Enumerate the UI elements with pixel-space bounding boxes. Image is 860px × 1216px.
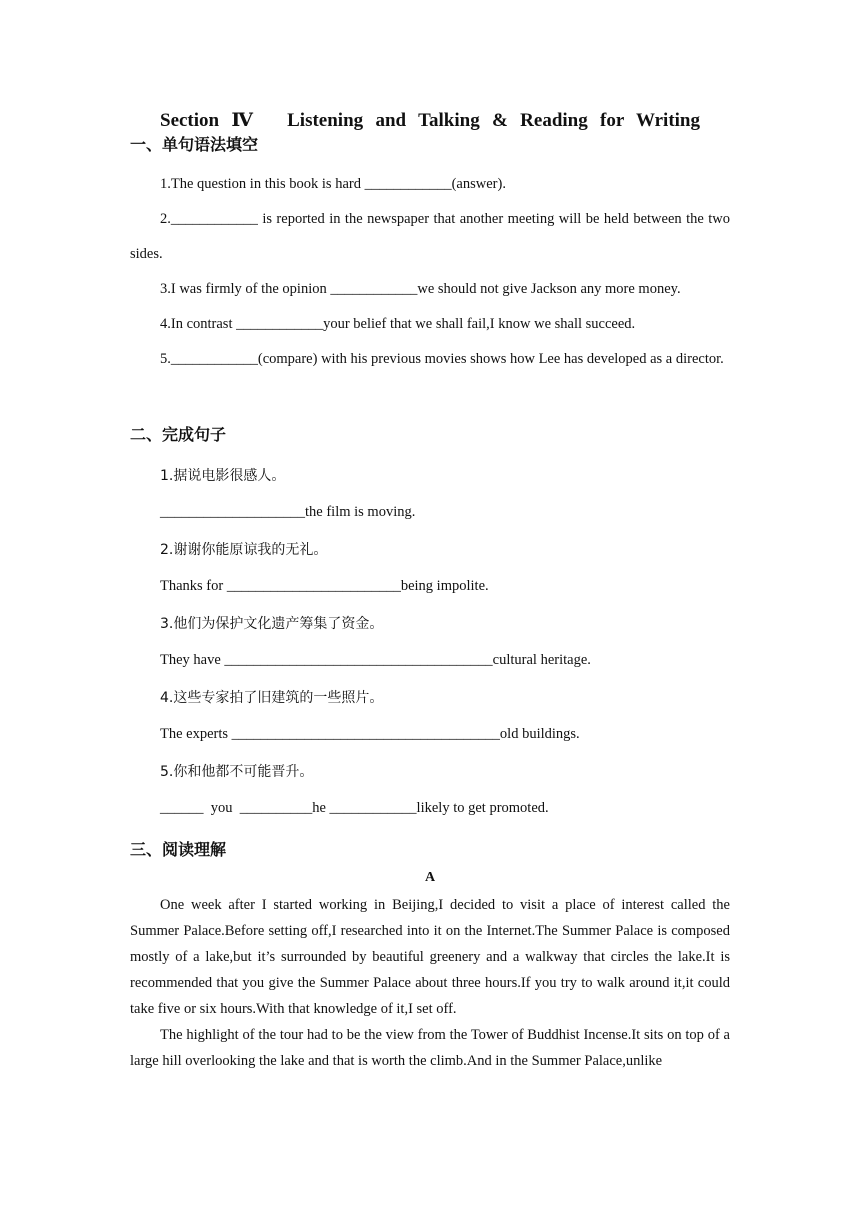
- question-4: 4.In contrast ____________your belief that we shall fail,I know we shall succeed.: [160, 316, 636, 332]
- translation-answer-3: They have _____________________________________cultural heritage.: [160, 652, 591, 668]
- question-1: 1.The question in this book is hard ____________(answer).: [160, 176, 506, 192]
- passage-paragraph: The highlight of the tour had to be the view from the Tower of Buddhist Incense.It sits on top of a large hill overlooking the lake and that is worth the climb.And in the Summer Palace,unlike: [130, 1027, 730, 1069]
- translation-answer-5: ______ you __________he ____________likely to get promoted.: [160, 800, 549, 816]
- section1-heading: 一、单句语法填空: [130, 135, 259, 154]
- passage-label: A: [424, 870, 436, 885]
- translation-answer-4: The experts _____________________________________old buildings.: [160, 726, 580, 742]
- translation-prompt-4: 4.这些专家拍了旧建筑的一些照片。: [160, 690, 384, 706]
- question-5: 5.____________(compare) with his previous movies shows how Lee has developed as a director.: [160, 351, 724, 367]
- translation-answer-2: Thanks for ________________________being impolite.: [160, 578, 489, 594]
- translation-prompt-2: 2.谢谢你能原谅我的无礼。: [160, 542, 328, 558]
- section3-heading: 三、阅读理解: [130, 840, 227, 859]
- question-2: 2.____________ is reported in the newspaper that another meeting will be held between the two sides.: [130, 211, 730, 262]
- question-3: 3.I was firmly of the opinion ____________we should not give Jackson any more money.: [160, 281, 681, 297]
- translation-answer-1: ____________________the film is moving.: [160, 504, 416, 520]
- page-title: Section Ⅳ Listening and Talking & Reading for Writing: [160, 110, 700, 131]
- translation-prompt-1: 1.据说电影很感人。: [160, 468, 286, 484]
- translation-prompt-3: 3.他们为保护文化遗产筹集了资金。: [160, 616, 384, 632]
- translation-prompt-5: 5.你和他都不可能晋升。: [160, 764, 314, 780]
- passage-paragraph: One week after I started working in Beijing,I decided to visit a place of interest called the Summer Palace.Before setting off,I researched into it on the Internet.The Summer Palace is composed mostly of a lake,but it’s surrounded by beautiful greenery and a walkway that circles the lake.It is recommended that you give the Summer Palace about three hours.If you try to walk around it,it could take five or six hours.With that knowledge of it,I set off.: [130, 897, 730, 1017]
- section2-heading: 二、完成句子: [130, 425, 227, 444]
- reading-passage: [130, 892, 730, 1074]
